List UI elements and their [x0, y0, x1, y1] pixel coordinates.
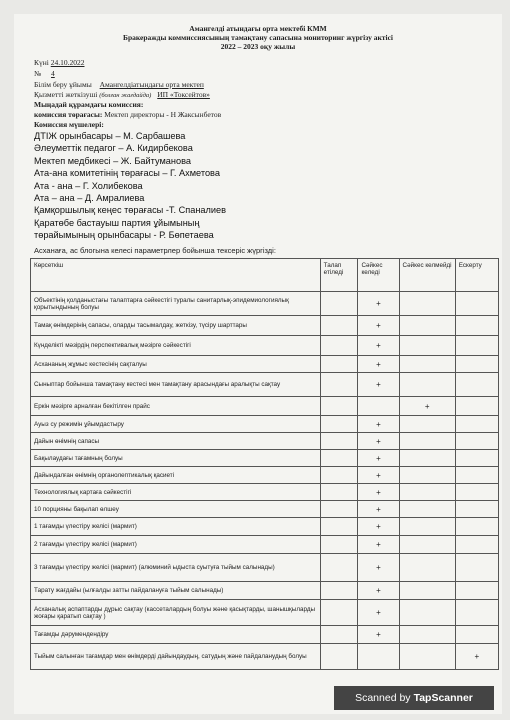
mark-cell [320, 626, 358, 644]
indicator-cell: Объектінің қолданыстағы талаптарға сәйкестігі туралы санитарлық-эпидемиологиялық қорытындының болуы [31, 292, 321, 316]
mark-cell: + [358, 518, 399, 536]
table-row [31, 316, 499, 336]
column-header: Ескерту [455, 259, 498, 292]
indicator-cell: Асхананың жұмыс кестесінің сақталуы [31, 356, 321, 373]
mark-cell [399, 554, 455, 582]
school-year: 2022 – 2023 оқу жылы [220, 42, 296, 51]
mark-cell: + [358, 536, 399, 554]
mark-cell [455, 416, 498, 433]
indicator-cell: Сыныптар бойынша тамақтану кестесі мен тамақтану арасындағы аралықты сақтау [31, 373, 321, 397]
table-body [31, 292, 499, 670]
mark-cell [320, 644, 358, 670]
composition-line: Мыңадай құрамдағы комиссия: [34, 100, 144, 109]
monitoring-table [30, 258, 499, 670]
mark-cell [320, 336, 358, 356]
supplier-note: (болған жағдайда) [99, 92, 152, 99]
indicator-cell: Тамақ өнімдерінің сапасы, оларды тасымалдау, жеткізу, түсіру шарттары [31, 316, 321, 336]
indicator-cell: Асханалық аспаптарды дұрыс сақтау (кассеталардың болуы және қасықтарды, шанышқыларды жоғары қаратып сақтау ) [31, 600, 321, 626]
mark-cell [320, 356, 358, 373]
table-row [31, 467, 499, 484]
chairman-line [34, 110, 221, 120]
mark-cell [320, 450, 358, 467]
mark-cell: + [358, 626, 399, 644]
mark-cell [399, 356, 455, 373]
mark-cell [455, 336, 498, 356]
table-row [31, 626, 499, 644]
mark-cell [399, 316, 455, 336]
table-row [31, 397, 499, 416]
mark-cell: + [399, 397, 455, 416]
mark-cell [399, 433, 455, 450]
indicator-cell: 1 тағамды үлестіру желісі (мармит) [31, 518, 321, 536]
indicator-cell: Тыйым салынған тағамдар мен өнімдерді дайындаудың, сатудың және пайдаланудың болуы [31, 644, 321, 670]
mark-cell [399, 416, 455, 433]
mark-cell: + [358, 416, 399, 433]
chairman-label: комиссия төрағасы: [34, 110, 103, 119]
mark-cell [320, 554, 358, 582]
act-title: Бракеражды коммиссиясының тамақтану сапасына мониторинг жүргізу актісі [122, 33, 393, 42]
table-row [31, 600, 499, 626]
column-header: Сәйкес келеді [358, 259, 399, 292]
mark-cell: + [358, 356, 399, 373]
education-value: Амангелдіатындағы орта мектеп [99, 80, 204, 89]
indicator-cell: Ауыз су режимін ұйымдастыру [31, 416, 321, 433]
mark-cell [320, 536, 358, 554]
mark-cell [320, 397, 358, 416]
mark-cell [399, 484, 455, 501]
mark-cell: + [455, 644, 498, 670]
mark-cell [455, 356, 498, 373]
table-row [31, 336, 499, 356]
mark-cell [399, 644, 455, 670]
supplier-line [34, 90, 210, 101]
indicator-cell: Дайын өнімнің сапасы [31, 433, 321, 450]
table-row [31, 373, 499, 397]
indicator-cell: Тағамды дәрумендендіру [31, 626, 321, 644]
indicator-cell: Еркін мәзірге арналған бекітілген прайс [31, 397, 321, 416]
indicator-cell: Тарату жағдайы (ылғалды затты пайдалануға тыйым салынады) [31, 582, 321, 600]
mark-cell: + [358, 316, 399, 336]
member-item: Әлеуметтік педагог – А. Кидирбекова [34, 143, 193, 154]
member-item: төрайымының орынбасары - Р. Бөпетаева [34, 230, 214, 241]
table-row [31, 582, 499, 600]
mark-cell [399, 336, 455, 356]
table-row [31, 450, 499, 467]
supplier-label: Қызметті жеткізуші [34, 90, 98, 99]
table-row [31, 292, 499, 316]
indicator-cell: 2 тағамды үлестіру желісі (мармит) [31, 536, 321, 554]
mark-cell [455, 554, 498, 582]
mark-cell: + [358, 467, 399, 484]
mark-cell [455, 316, 498, 336]
member-item: ДТІЖ орынбасары – М. Сарбашева [34, 131, 186, 141]
mark-cell: + [358, 373, 399, 397]
table-row [31, 644, 499, 670]
education-line [34, 80, 204, 90]
mark-cell [455, 518, 498, 536]
mark-cell [320, 373, 358, 397]
column-header: Көрсеткіш [31, 259, 321, 292]
indicator-cell: 10 порцияны бақылап өлшеу [31, 501, 321, 518]
mark-cell [320, 416, 358, 433]
member-item: Мектеп медбикесі – Ж. Байтуманова [34, 155, 191, 166]
member-item: Қамқоршылық кеңес төрағасы -Т. Спаналиев [34, 205, 226, 216]
mark-cell [320, 484, 358, 501]
supplier-value: ИП «Токсейтов» [157, 90, 210, 99]
document-header [14, 24, 502, 51]
member-item: Ата-ана комитетінің төрағасы – Г. Ахметова [34, 168, 220, 179]
number-value: 4 [51, 69, 55, 78]
mark-cell [399, 501, 455, 518]
mark-cell [455, 582, 498, 600]
mark-cell: + [358, 484, 399, 501]
intro-text: Асханаға, ас блогына келесі параметрлер бойынша тексеріс жүргізді: [34, 246, 276, 255]
table-row [31, 356, 499, 373]
indicator-cell: 3 тағамды үлестіру желісі (мармит) (алюминий ыдыста суытуға тыйым салынады) [31, 554, 321, 582]
members-heading: Комиссия мүшелері: [34, 120, 104, 129]
chairman-value: Мектеп директоры - Н Жаксынбетов [104, 110, 222, 119]
mark-cell: + [358, 554, 399, 582]
date-line [34, 58, 84, 68]
indicator-cell: Күнделікті мәзірдің перспективалық мәзірге сәйкестігі [31, 336, 321, 356]
member-item: Ата – ана – Д. Амралиева [34, 193, 145, 204]
mark-cell [399, 626, 455, 644]
table-row [31, 416, 499, 433]
mark-cell [455, 397, 498, 416]
number-line [34, 69, 63, 79]
mark-cell [399, 600, 455, 626]
mark-cell [320, 316, 358, 336]
education-label: Білім беру ұйымы [34, 80, 92, 89]
mark-cell [399, 450, 455, 467]
mark-cell [399, 373, 455, 397]
mark-cell [455, 484, 498, 501]
mark-cell [455, 467, 498, 484]
mark-cell [455, 433, 498, 450]
mark-cell [320, 292, 358, 316]
indicator-cell: Технологиялық картаға сәйкестігі [31, 484, 321, 501]
mark-cell [320, 467, 358, 484]
mark-cell [399, 292, 455, 316]
mark-cell [455, 292, 498, 316]
document-page [14, 14, 502, 714]
mark-cell [320, 582, 358, 600]
table-row [31, 484, 499, 501]
number-label: № [34, 69, 42, 78]
watermark-brand: TapScanner [413, 692, 473, 704]
table-header-row [31, 259, 499, 292]
mark-cell [358, 644, 399, 670]
date-label: Күні [34, 58, 49, 67]
table-row [31, 554, 499, 582]
school-name: Амангелді атындағы орта мектебі КММ [189, 24, 327, 33]
scanner-watermark [334, 686, 494, 710]
mark-cell [455, 600, 498, 626]
member-item: Ата - ана – Г. Холибекова [34, 180, 143, 191]
table-row [31, 501, 499, 518]
table-row [31, 433, 499, 450]
mark-cell [320, 433, 358, 450]
mark-cell [399, 582, 455, 600]
mark-cell [455, 501, 498, 518]
mark-cell: + [358, 582, 399, 600]
mark-cell: + [358, 292, 399, 316]
date-value: 24.10.2022 [50, 58, 85, 67]
mark-cell [399, 536, 455, 554]
mark-cell [455, 536, 498, 554]
mark-cell [399, 467, 455, 484]
mark-cell [320, 518, 358, 536]
mark-cell [358, 397, 399, 416]
mark-cell: + [358, 501, 399, 518]
column-header: Сәйкес келмейді [399, 259, 455, 292]
mark-cell [455, 373, 498, 397]
table-row [31, 536, 499, 554]
column-header: Талап етіледі [320, 259, 358, 292]
mark-cell [320, 501, 358, 518]
member-item: Қаратөбе бастауыш партия ұйымының [34, 217, 200, 228]
mark-cell: + [358, 600, 399, 626]
watermark-prefix: Scanned by [355, 692, 411, 704]
indicator-cell: Бақылаудағы тағамның болуы [31, 450, 321, 467]
indicator-cell: Дайындалған өнімнің органолептикалық қасиеті [31, 467, 321, 484]
table-row [31, 518, 499, 536]
mark-cell: + [358, 336, 399, 356]
mark-cell: + [358, 433, 399, 450]
mark-cell [399, 518, 455, 536]
mark-cell [320, 600, 358, 626]
mark-cell: + [358, 450, 399, 467]
members-list [34, 130, 226, 242]
mark-cell [455, 450, 498, 467]
mark-cell [455, 626, 498, 644]
